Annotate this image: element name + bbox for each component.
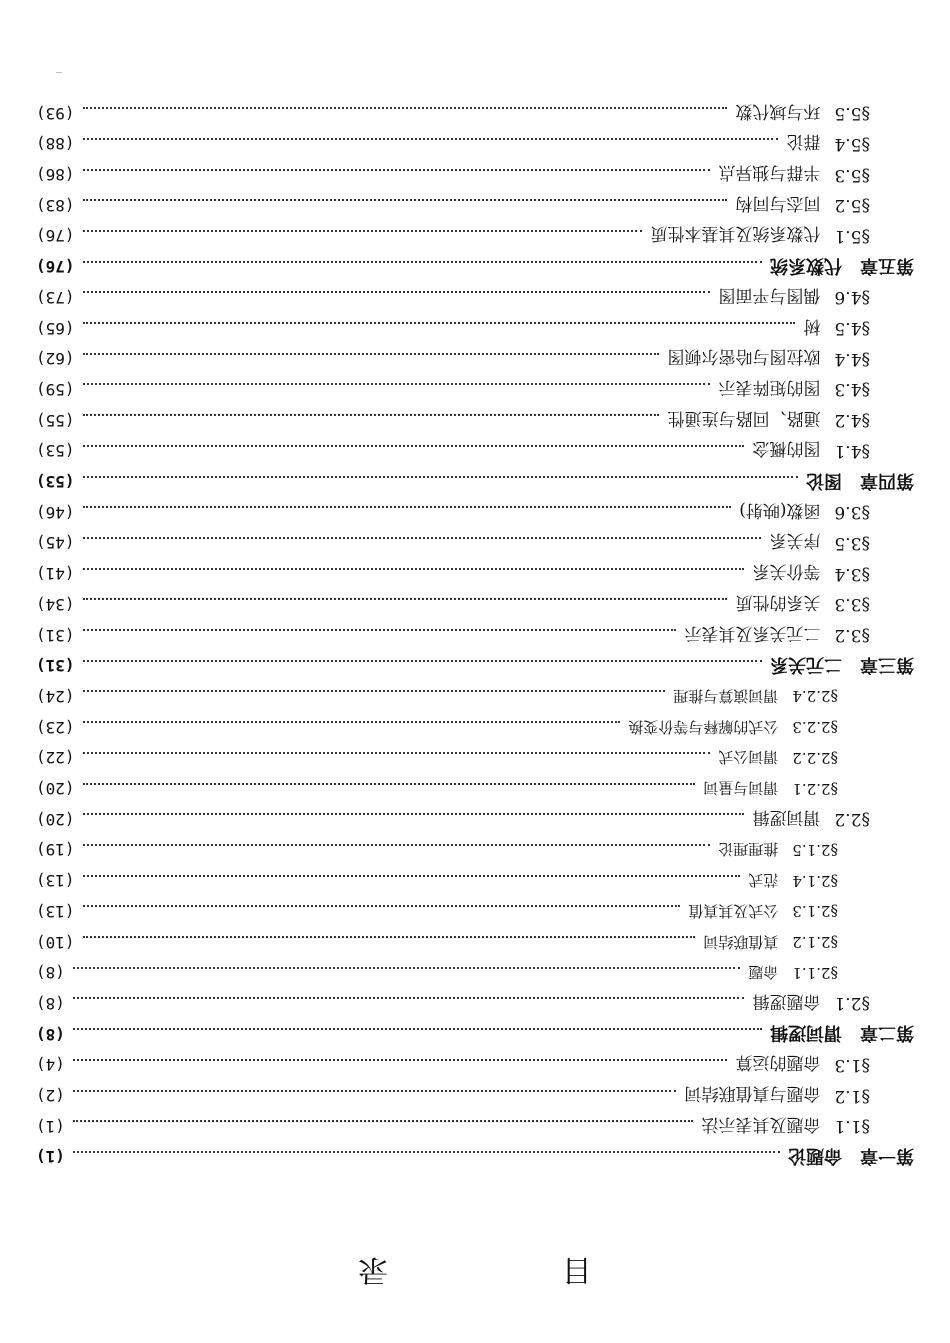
dot-leader	[83, 783, 696, 785]
toc-entry-title: 谓词与量词	[703, 779, 779, 798]
toc-entry-number: 第三章	[860, 653, 914, 675]
toc-entry-title: 群论	[786, 131, 821, 152]
toc-chapter-entry	[36, 1143, 914, 1171]
toc-entry-title: 命题的运算	[735, 1052, 821, 1073]
toc-entry-number: §2.1.1	[792, 963, 838, 982]
toc-entry-page: (76)	[36, 226, 75, 246]
toc-entry-title: 公式及其真值	[688, 901, 779, 920]
toc-entry-page: (8)	[36, 1024, 65, 1044]
toc-entry-title: 偶图与平面图	[718, 284, 821, 305]
toc-section-entry	[36, 498, 870, 526]
toc-entry-number: §2.2.4	[792, 687, 838, 706]
toc-entry-page: (83)	[36, 195, 75, 215]
toc-subsection-entry	[36, 928, 838, 956]
toc-entry-title: 命题及其表示法	[701, 1113, 821, 1134]
toc-subsection-entry	[36, 959, 838, 987]
toc-section-entry	[36, 621, 870, 649]
toc-entry-number: §2.1	[834, 993, 870, 1014]
dot-leader	[83, 445, 745, 447]
toc-chapter-entry	[36, 468, 914, 496]
toc-entry-number: §5.4	[834, 133, 870, 154]
toc-entry-page: (4)	[36, 1055, 65, 1075]
toc-section-entry	[36, 990, 870, 1018]
toc-entry-page: (31)	[36, 656, 75, 676]
toc-entry-page: (22)	[36, 748, 75, 768]
toc-entry-title: 代数系统及其基本性质	[650, 223, 821, 244]
scan-mark	[56, 72, 62, 73]
toc-entry-page: (76)	[36, 257, 75, 277]
toc-entry-number: §3.3	[834, 594, 870, 615]
toc-entry-title: 命题逻辑	[752, 991, 821, 1011]
toc-section-entry	[36, 130, 870, 158]
toc-subsection-entry	[36, 867, 838, 895]
dot-leader	[73, 1090, 677, 1092]
toc-section-entry	[36, 406, 870, 434]
toc-entry-page: (19)	[36, 840, 75, 860]
toc-entry-number: §2.2.1	[792, 779, 838, 798]
toc-entry-page: (24)	[36, 687, 75, 706]
dot-leader	[83, 568, 745, 570]
toc-entry-title: 谓词公式	[718, 748, 779, 767]
toc-entry-title: 命题论	[788, 1145, 842, 1166]
toc-entry-number: §4.5	[834, 318, 870, 339]
toc-entry-number: §2.1.3	[792, 902, 838, 921]
dot-leader	[73, 1059, 728, 1061]
toc-entry-page: (31)	[36, 625, 75, 645]
toc-entry-number: §3.4	[834, 563, 870, 584]
toc-entry-number: §2.2	[834, 809, 870, 830]
toc-entry-number: 第一章	[860, 1145, 914, 1166]
toc-entry-page: (86)	[36, 165, 75, 185]
toc-entry-title: 谓词逻辑	[752, 806, 821, 827]
toc-entry-number: §4.6	[834, 287, 870, 308]
toc-entry-number: §1.3	[834, 1054, 870, 1075]
toc-entry-number: §3.6	[834, 502, 870, 523]
toc-entry-number: §2.1.2	[792, 933, 838, 952]
toc-entry-number: §5.5	[834, 103, 870, 124]
dot-leader	[83, 813, 745, 815]
toc-section-entry	[36, 161, 870, 189]
toc-section-entry	[36, 590, 870, 618]
dot-leader	[83, 384, 711, 386]
page-title: 目 录	[286, 1252, 592, 1287]
toc-entry-title: 树	[803, 315, 821, 336]
toc-section-entry	[36, 314, 870, 342]
toc-entry-page: (62)	[36, 349, 75, 369]
toc-subsection-entry	[36, 683, 838, 711]
toc-entry-number: §3.5	[834, 533, 870, 553]
toc-entry-title: 二元关系及其表示	[684, 622, 821, 643]
toc-entry-page: (1)	[36, 1116, 65, 1136]
dot-leader	[83, 107, 728, 109]
dot-leader	[83, 291, 711, 293]
toc-entry-page: (59)	[36, 380, 75, 399]
toc-section-entry	[36, 805, 870, 833]
dot-leader	[83, 322, 796, 324]
toc-entry-number: §4.3	[834, 379, 870, 400]
toc-subsection-entry	[36, 897, 838, 925]
toc-entry-page: (8)	[36, 994, 65, 1013]
dot-leader	[83, 660, 762, 662]
toc-entry-title: 范式	[748, 871, 779, 890]
toc-entry-page: (13)	[36, 871, 75, 891]
dot-leader	[73, 998, 745, 1000]
toc-entry-title: 关系的性质	[735, 591, 821, 612]
toc-entry-page: (53)	[36, 472, 75, 492]
dot-leader	[73, 1120, 694, 1122]
toc-entry-number: §2.2.3	[792, 718, 838, 737]
toc-section-entry	[36, 560, 870, 588]
dot-leader	[83, 261, 762, 263]
toc-entry-number: §5.2	[834, 195, 870, 216]
toc-entry-number: §3.2	[834, 625, 870, 646]
toc-entry-title: 序关系	[769, 530, 821, 551]
toc-subsection-entry	[36, 713, 838, 741]
toc-entry-number: §2.2.2	[792, 748, 838, 767]
toc-entry-page: (20)	[36, 779, 75, 799]
dot-leader	[83, 598, 728, 600]
toc-chapter-entry	[36, 652, 914, 680]
toc-entry-number: 第五章	[860, 254, 914, 276]
toc-section-entry	[36, 529, 870, 557]
toc-entry-page: (8)	[36, 963, 65, 983]
toc-entry-page: (20)	[36, 809, 75, 829]
toc-entry-page: (93)	[36, 103, 75, 123]
dot-leader	[73, 1028, 762, 1030]
toc-entry-number: §4.2	[834, 410, 870, 431]
toc-entry-number: §5.3	[834, 164, 870, 185]
toc-entry-title: 欧拉图与哈密尔顿图	[667, 346, 821, 367]
dot-leader	[73, 967, 740, 969]
toc-entry-page: (13)	[36, 901, 75, 921]
dot-leader	[83, 230, 643, 232]
toc-entry-title: 二元关系	[770, 653, 842, 675]
toc-entry-title: 谓词演算与推理	[673, 687, 779, 705]
dot-leader	[83, 721, 621, 723]
toc-entry-page: (73)	[36, 287, 75, 307]
dot-leader	[83, 199, 728, 201]
toc-section-entry	[36, 222, 870, 250]
toc-entry-title: 环与域代数	[735, 100, 821, 121]
dot-leader	[83, 844, 711, 846]
toc-entry-title: 图论	[806, 469, 842, 491]
toc-entry-title: 等价关系	[752, 561, 821, 582]
toc-entry-page: (46)	[36, 502, 75, 522]
dot-leader	[83, 353, 660, 355]
toc-entry-title: 命题与真值联结词	[684, 1083, 821, 1104]
dot-leader	[83, 629, 677, 631]
toc-entry-page: (45)	[36, 533, 75, 553]
toc-subsection-entry	[36, 775, 838, 803]
toc-entry-title: 函数(映射)	[739, 499, 821, 520]
dot-leader	[83, 875, 741, 877]
toc-section-entry	[36, 437, 870, 465]
toc-entry-number: §1.2	[834, 1085, 870, 1106]
toc-entry-page: (53)	[36, 441, 75, 461]
dot-leader	[83, 537, 762, 539]
toc-section-entry	[36, 1112, 870, 1140]
dot-leader	[83, 691, 666, 693]
toc-entry-title: 公式的解释与等价变换	[628, 717, 779, 736]
toc-section-entry	[36, 191, 870, 219]
toc-section-entry	[36, 1082, 870, 1110]
toc-entry-title: 图的概念	[752, 438, 821, 459]
dot-leader	[83, 476, 798, 478]
toc-entry-number: 第二章	[860, 1022, 914, 1044]
toc-entry-title: 通路、回路与连通性	[667, 407, 821, 428]
dot-leader	[83, 414, 660, 416]
toc-chapter-entry	[36, 1020, 914, 1048]
toc-entry-number: §2.1.5	[792, 841, 838, 859]
toc-chapter-entry	[36, 253, 914, 281]
toc-section-entry	[36, 1051, 870, 1079]
toc-entry-title: 命题	[748, 963, 779, 982]
toc-entry-number: §4.1	[834, 440, 870, 461]
toc-entry-title: 半群与独异点	[718, 162, 821, 183]
toc-entry-page: (10)	[36, 932, 75, 952]
dot-leader	[83, 138, 779, 140]
toc-entry-title: 谓词逻辑	[770, 1022, 842, 1044]
toc-entry-title: 推理理论	[718, 840, 779, 859]
toc-entry-page: (2)	[36, 1086, 65, 1106]
toc-entry-page: (88)	[36, 134, 75, 154]
toc-entry-page: (1)	[36, 1147, 65, 1167]
toc-entry-title: 代数系统	[770, 254, 842, 276]
dot-leader	[83, 506, 732, 508]
toc-subsection-entry	[36, 744, 838, 772]
toc-entry-page: (41)	[36, 564, 75, 584]
toc-entry-number: §2.1.4	[792, 871, 838, 890]
toc-entry-number: §4.4	[834, 348, 870, 369]
dot-leader	[83, 169, 711, 171]
toc-entry-page: (65)	[36, 318, 75, 338]
toc-entry-page: (55)	[36, 410, 75, 430]
dot-leader	[73, 1151, 780, 1153]
toc-section-entry	[36, 283, 870, 311]
toc-subsection-entry	[36, 836, 838, 864]
toc-entry-page: (23)	[36, 717, 75, 737]
toc-entry-title: 图的矩阵表示	[718, 377, 821, 397]
toc-section-entry	[36, 376, 870, 404]
toc-section-entry	[36, 345, 870, 373]
toc-entry-number: §5.1	[834, 226, 870, 246]
toc-entry-number: §1.1	[834, 1116, 870, 1137]
toc-entry-title: 真值联结词	[703, 932, 779, 951]
dot-leader	[83, 752, 711, 754]
dot-leader	[83, 905, 681, 907]
toc-entry-number: 第四章	[860, 469, 914, 491]
toc-entry-page: (34)	[36, 594, 75, 614]
dot-leader	[83, 936, 696, 938]
toc-entry-title: 同态与同构	[735, 192, 821, 213]
toc-section-entry	[36, 99, 870, 127]
